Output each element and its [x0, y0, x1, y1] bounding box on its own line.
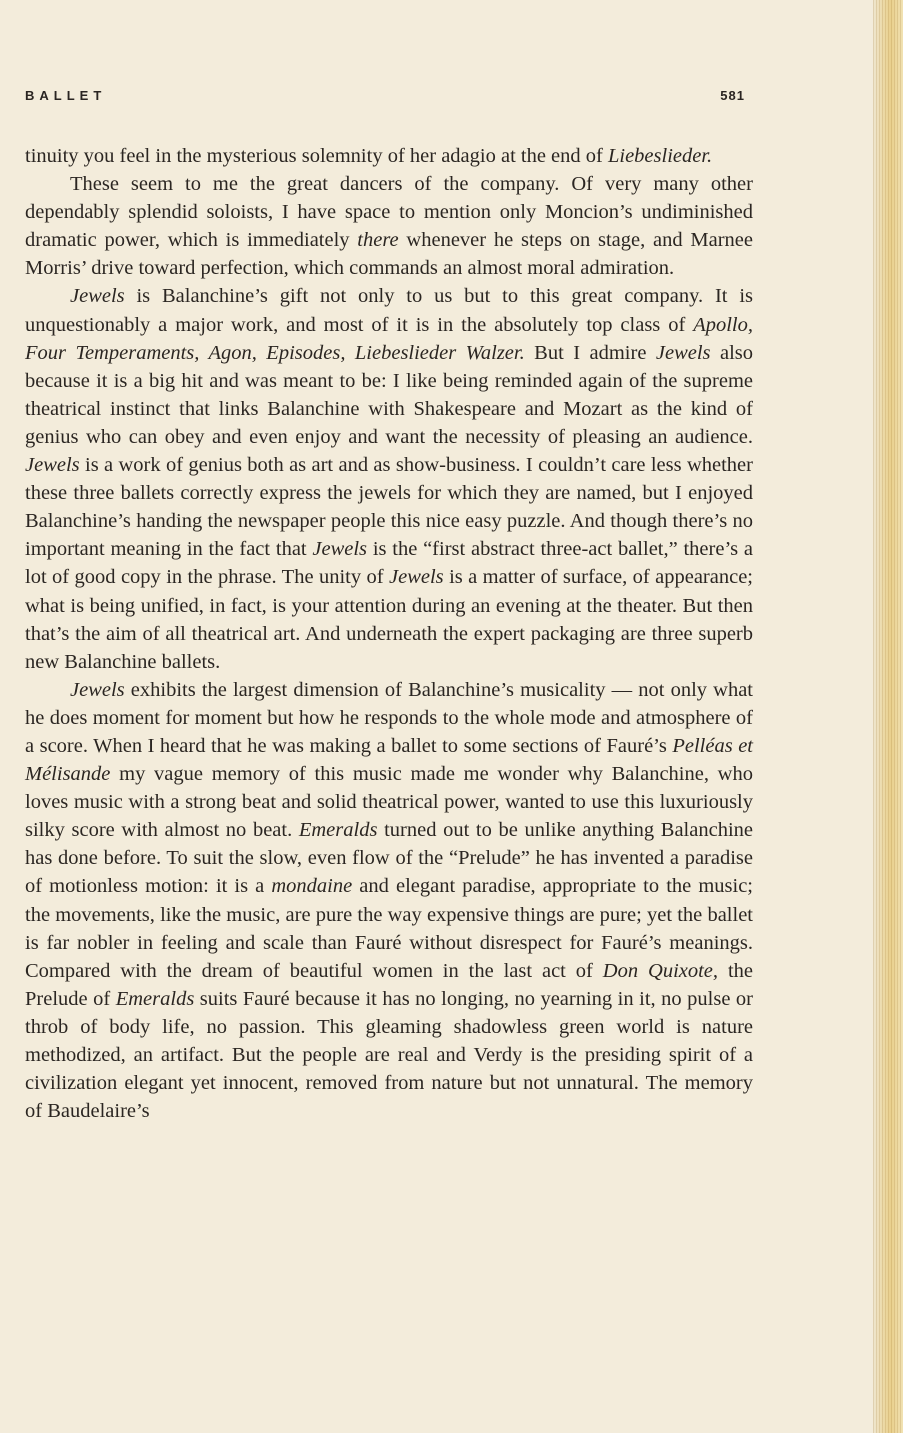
text-run: is a matter of surface, of appearance; what is being unified, in fact, is your attention during an evening at the theater. But then that’s the aim of all theatrical art. And underneath the expert packaging are three superb new Balanchine ballets. — [25, 566, 753, 673]
running-title: BALLET — [25, 88, 107, 103]
paragraph — [25, 676, 753, 1126]
text-run: exhibits the largest dimension of Balanchine’s musicality — not only what he does moment for moment but how he responds to the whole mode and atmosphere of a score. When I heard that he was making a ballet to some sections of Fauré’s — [25, 678, 753, 757]
italic-text: Jewels — [25, 454, 80, 477]
italic-text: Jewels — [70, 285, 125, 308]
page-number: 581 — [720, 88, 745, 103]
italic-text: Emeralds — [298, 819, 378, 842]
text-run: is a work of genius both as art and as show-business. I couldn’t care less whether these three ballets correctly express the jewels for which they are named, but I enjoyed Balanchine’s handing the newspaper people this nice easy puzzle. And though there’s no important meaning in the fact that — [25, 454, 753, 561]
italic-text: Jewels — [389, 566, 444, 589]
italic-text: Jewels — [70, 678, 125, 701]
text-run: and elegant paradise, appropriate to the music; the movements, like the music, are pure the way expensive things are pure; yet the ballet is far nobler in feeling and scale than Fauré without disrespect for Fauré’s meanings. Compared with the dream of beautiful women in the last act of — [25, 875, 754, 982]
text-run: my vague memory of this music made me wonder why Balanchine, who loves music with a strong beat and solid theatrical power, wanted to use this luxuriously silky score with almost no beat. — [25, 763, 753, 842]
text-run: is Balanchine’s gift not only to us but to this great company. It is unquestionably a major work, and most of it is in the absolutely top class of — [25, 285, 753, 336]
text-run: tinuity you feel in the mysterious solemnity of her adagio at the end of — [25, 145, 608, 167]
text-run: These seem to me the great dancers of the company. Of very many other dependably splendid soloists, I have space to mention only Moncion’s undiminished dramatic power, which is immediately — [25, 173, 753, 252]
text-run: But I admire — [524, 341, 656, 364]
paragraph — [25, 282, 753, 675]
italic-text: Jewels — [655, 341, 711, 364]
italic-text: Liebeslieder. — [607, 145, 713, 167]
text-run: whenever he steps on stage, and Marnee Morris’ drive toward perfection, which commands an almost moral admiration. — [25, 229, 753, 280]
italic-text: Emeralds — [115, 987, 195, 1010]
text-run: also because it is a big hit and was meant to be: I like being reminded again of the supreme theatrical instinct that links Balanchine with Shakespeare and Mozart as the kind of genius who can obey and even enjoy and want the necessity of pleasing an audience. — [25, 341, 753, 448]
text-run: turned out to be unlike anything Balanchine has done before. To suit the slow, even flow of the “Prelude” he has invented a paradise of motionless motion: it is a — [25, 819, 753, 898]
text-run: the Prelude of — [25, 959, 754, 1010]
body-text — [25, 142, 753, 1125]
italic-text: Don Quixote, — [602, 959, 719, 982]
paragraph — [25, 170, 753, 282]
italic-text: Jewels — [312, 538, 368, 561]
running-head — [25, 88, 745, 112]
italic-text: there — [357, 229, 399, 252]
italic-text: mondaine — [271, 875, 353, 898]
text-run: suits Fauré because it has no longing, no yearning in it, no pulse or throb of body life, no passion. This gleaming shadowless green world is nature methodized, an artifact. But the people are real and Verdy is the presiding spirit of a civilization elegant yet innocent, removed from nature but not unnatural. The memory of Baudelaire’s — [25, 987, 753, 1123]
italic-text: Pelléas et Mélisande — [25, 734, 754, 786]
page-edge — [873, 0, 903, 1433]
text-run: is the “first abstract three-act ballet,” there’s a lot of good copy in the phrase. The unity of — [25, 538, 753, 589]
italic-text: Apollo, Four Temperaments, Agon, Episodes, Liebeslieder Walzer. — [25, 313, 753, 364]
paragraph — [25, 142, 753, 170]
